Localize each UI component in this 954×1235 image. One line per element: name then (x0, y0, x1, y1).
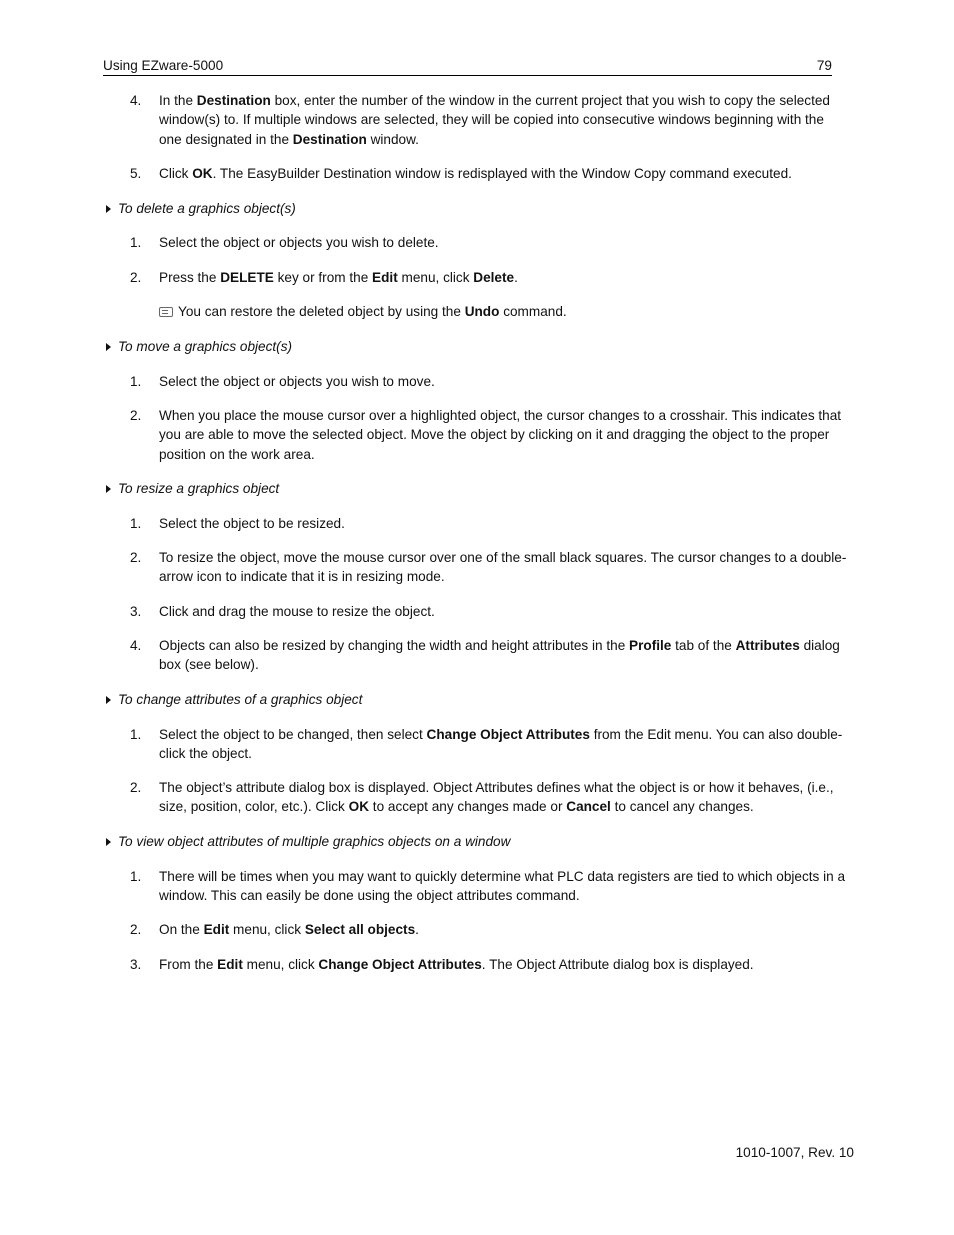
section-heading: To change attributes of a graphics object (106, 690, 362, 709)
step-text: Select the object to be resized. (159, 516, 345, 531)
step-text: From the Edit menu, click Change Object Attributes. The Object Attribute dialog box is displayed. (159, 957, 754, 972)
section-heading: To resize a graphics object (106, 479, 279, 498)
step-text: Click and drag the mouse to resize the object. (159, 604, 435, 619)
step-text: On the Edit menu, click Select all objects. (159, 922, 419, 937)
step-number: 4. (130, 638, 142, 653)
step-number: 2. (130, 780, 142, 795)
triangle-bullet-icon (106, 205, 111, 213)
step-text: The object’s attribute dialog box is displayed. Object Attributes defines what the object is or how it behaves, (i.e., size, position, color, etc.). Click OK to accept any changes made or Cancel to cancel any changes. (159, 780, 834, 815)
section-heading: To view object attributes of multiple graphics objects on a window (106, 832, 510, 851)
step-text: There will be times when you may want to quickly determine what PLC data registers are tied to which objects in a window. This can easily be done using the object attributes command. (159, 869, 846, 904)
step-text: To resize the object, move the mouse cursor over one of the small black squares. The cursor changes to a double-arrow icon to indicate that it is in resizing mode. (159, 550, 847, 585)
step-text: Select the object or objects you wish to move. (159, 374, 435, 389)
step-text: Objects can also be resized by changing the width and height attributes in the Profile tab of the Attributes dialog box (see below). (159, 638, 840, 673)
step-number: 1. (130, 727, 142, 742)
step-number: 3. (130, 604, 142, 619)
step-number: 2. (130, 270, 142, 285)
note-hand-icon (159, 307, 173, 317)
step-number: 1. (130, 516, 142, 531)
step-number: 3. (130, 957, 142, 972)
step-text: Press the DELETE key or from the Edit menu, click Delete. (159, 270, 518, 285)
step-number: 2. (130, 922, 142, 937)
section-heading: To move a graphics object(s) (106, 337, 292, 356)
step-number: 5. (130, 166, 142, 181)
note (159, 302, 567, 321)
step-number: 4. (130, 93, 142, 108)
section-heading: To delete a graphics object(s) (106, 199, 296, 218)
step-number: 1. (130, 869, 142, 884)
step-text: Click OK. The EasyBuilder Destination window is redisplayed with the Window Copy command executed. (159, 166, 792, 181)
triangle-bullet-icon (106, 696, 111, 704)
triangle-bullet-icon (106, 485, 111, 493)
step-number: 2. (130, 550, 142, 565)
step-text: In the Destination box, enter the number of the window in the current project that you wish to copy the selected window(s) to. If multiple windows are selected, they will be copied into consecutive windows beginning with the one designated in the Destination window. (159, 93, 830, 147)
note-text: You can restore the deleted object by using the Undo command. (178, 304, 567, 319)
step-number: 1. (130, 374, 142, 389)
triangle-bullet-icon (106, 838, 111, 846)
step-number: 2. (130, 408, 142, 423)
page-header (103, 57, 832, 76)
page-number: 79 (816, 58, 832, 73)
step-number: 1. (130, 235, 142, 250)
step-text: When you place the mouse cursor over a highlighted object, the cursor changes to a crosshair. This indicates that you are able to move the selected object. Move the object by clicking on it and dragging the object to the proper position on the work area. (159, 408, 842, 462)
footer-doc-id: 1010-1007, Rev. 10 (735, 1145, 854, 1160)
triangle-bullet-icon (106, 343, 111, 351)
step-text: Select the object or objects you wish to delete. (159, 235, 439, 250)
step-text: Select the object to be changed, then select Change Object Attributes from the Edit menu. You can also double-click the object. (159, 727, 843, 762)
header-title: Using EZware-5000 (103, 58, 224, 73)
